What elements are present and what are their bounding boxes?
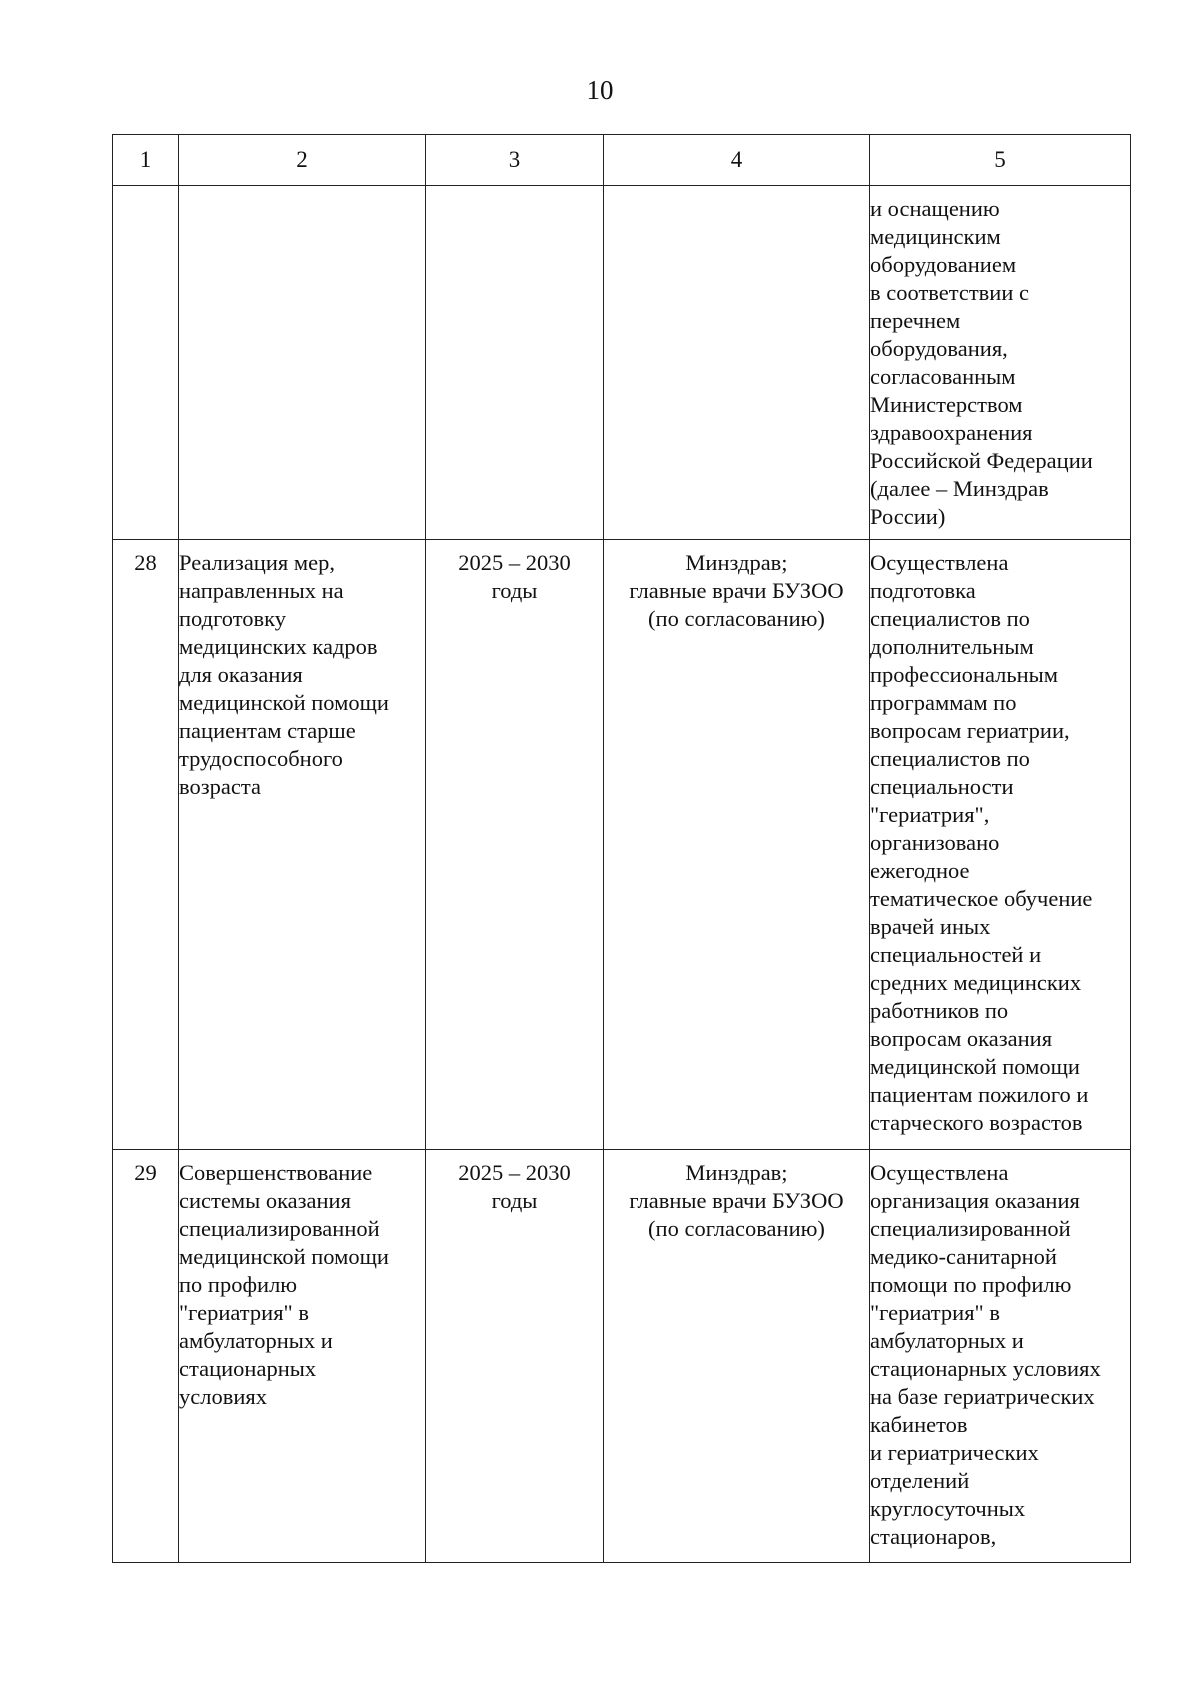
- period-line: годы: [491, 578, 538, 603]
- result-line: вопросам гериатрии,: [870, 718, 1070, 743]
- result-line: Осуществлена: [870, 550, 1009, 575]
- measure-cell: [179, 540, 426, 1150]
- table-row: [113, 540, 1131, 1150]
- result-line: подготовка: [870, 578, 976, 603]
- result-line: работников по: [870, 998, 1009, 1023]
- result-line: кабинетов: [870, 1412, 968, 1437]
- result-line: тематическое обучение: [870, 886, 1093, 911]
- result-line: специалистов по: [870, 746, 1030, 771]
- measure-line: по профилю: [179, 1272, 298, 1297]
- result-line: дополнительным: [870, 634, 1034, 659]
- table-row: [113, 1150, 1131, 1563]
- result-line: согласованным: [870, 364, 1016, 389]
- result-line: Министерством: [870, 392, 1023, 417]
- measure-line: условиях: [179, 1384, 267, 1409]
- result-line: ежегодное: [870, 858, 970, 883]
- measure-line: медицинской помощи: [179, 690, 389, 715]
- period-line: годы: [491, 1188, 538, 1213]
- result-line: (далее – Минздрав: [870, 476, 1049, 501]
- measure-cell: [179, 1150, 426, 1563]
- column-header-5: 5: [870, 135, 1131, 186]
- column-header-3: 3: [426, 135, 604, 186]
- result-line: "гериатрия" в: [870, 1300, 1000, 1325]
- result-line: специализированной: [870, 1216, 1071, 1241]
- result-line: специальности: [870, 774, 1014, 799]
- measure-line: Реализация мер,: [179, 550, 335, 575]
- result-line: медицинской помощи: [870, 1054, 1080, 1079]
- result-cell: [870, 1150, 1131, 1563]
- result-line: средних медицинских: [870, 970, 1082, 995]
- column-header-4: 4: [604, 135, 870, 186]
- period-line: 2025 – 2030: [458, 1160, 571, 1185]
- measure-line: стационарных: [179, 1356, 317, 1381]
- result-line: перечнем: [870, 308, 961, 333]
- executors-line: (по согласованию): [648, 1216, 825, 1241]
- result-line: Осуществлена: [870, 1160, 1009, 1185]
- executors-line: Минздрав;: [685, 550, 788, 575]
- executors-line: главные врачи БУЗОО: [629, 578, 844, 603]
- result-line: Российской Федерации: [870, 448, 1093, 473]
- measure-line: подготовку: [179, 606, 286, 631]
- result-line: амбулаторных и: [870, 1328, 1024, 1353]
- measure-line: "гериатрия" в: [179, 1300, 309, 1325]
- result-line: здравоохранения: [870, 420, 1033, 445]
- result-line: старческого возрастов: [870, 1110, 1083, 1135]
- result-line: оборудованием: [870, 252, 1017, 277]
- result-line: врачей иных: [870, 914, 991, 939]
- table-header-row: [113, 135, 1131, 186]
- executors-line: Минздрав;: [685, 1160, 788, 1185]
- result-line: специалистов по: [870, 606, 1030, 631]
- measure-line: возраста: [179, 774, 261, 799]
- executors-line: главные врачи БУЗОО: [629, 1188, 844, 1213]
- measure-line: специализированной: [179, 1216, 380, 1241]
- result-line: организовано: [870, 830, 1000, 855]
- column-header-1: 1: [113, 135, 179, 186]
- result-line: и оснащению: [870, 196, 1000, 221]
- measure-line: амбулаторных и: [179, 1328, 333, 1353]
- period-cell: [426, 540, 604, 1150]
- page-number: 10: [586, 75, 614, 105]
- table-row: [113, 186, 1131, 540]
- column-header-2: 2: [179, 135, 426, 186]
- result-line: медико-санитарной: [870, 1244, 1057, 1269]
- result-line: программам по: [870, 690, 1017, 715]
- measure-line: медицинской помощи: [179, 1244, 389, 1269]
- result-line: отделений: [870, 1468, 970, 1493]
- result-line: оборудования,: [870, 336, 1008, 361]
- result-line: и гериатрических: [870, 1440, 1039, 1465]
- row-number-cell: 28: [113, 540, 179, 1150]
- result-line: медицинским: [870, 224, 1001, 249]
- measure-line: системы оказания: [179, 1188, 351, 1213]
- result-line: специальностей и: [870, 942, 1042, 967]
- measure-line: направленных на: [179, 578, 344, 603]
- measure-cell: [179, 186, 426, 540]
- measure-line: пациентам старше: [179, 718, 356, 743]
- result-line: пациентам пожилого и: [870, 1082, 1089, 1107]
- table-body: [113, 186, 1131, 1563]
- executors-cell: [604, 1150, 870, 1563]
- result-line: в соответствии с: [870, 280, 1029, 305]
- result-line: круглосуточных: [870, 1496, 1026, 1521]
- executors-cell: [604, 540, 870, 1150]
- executors-line: (по согласованию): [648, 606, 825, 631]
- row-number-cell: [113, 186, 179, 540]
- measure-line: Совершенствование: [179, 1160, 373, 1185]
- result-line: на базе гериатрических: [870, 1384, 1095, 1409]
- result-line: "гериатрия",: [870, 802, 990, 827]
- measure-line: для оказания: [179, 662, 303, 687]
- period-cell: [426, 1150, 604, 1563]
- result-line: стационарных условиях: [870, 1356, 1101, 1381]
- result-cell: [870, 540, 1131, 1150]
- row-number-cell: 29: [113, 1150, 179, 1563]
- result-line: России): [870, 504, 946, 529]
- measure-line: медицинских кадров: [179, 634, 378, 659]
- measure-line: трудоспособного: [179, 746, 343, 771]
- result-line: вопросам оказания: [870, 1026, 1053, 1051]
- result-cell: [870, 186, 1131, 540]
- result-line: стационаров,: [870, 1524, 997, 1549]
- result-line: организация оказания: [870, 1188, 1080, 1213]
- period-line: 2025 – 2030: [458, 550, 571, 575]
- period-cell: [426, 186, 604, 540]
- result-line: помощи по профилю: [870, 1272, 1072, 1297]
- document-table: [112, 134, 1131, 1563]
- result-line: профессиональным: [870, 662, 1059, 687]
- executors-cell: [604, 186, 870, 540]
